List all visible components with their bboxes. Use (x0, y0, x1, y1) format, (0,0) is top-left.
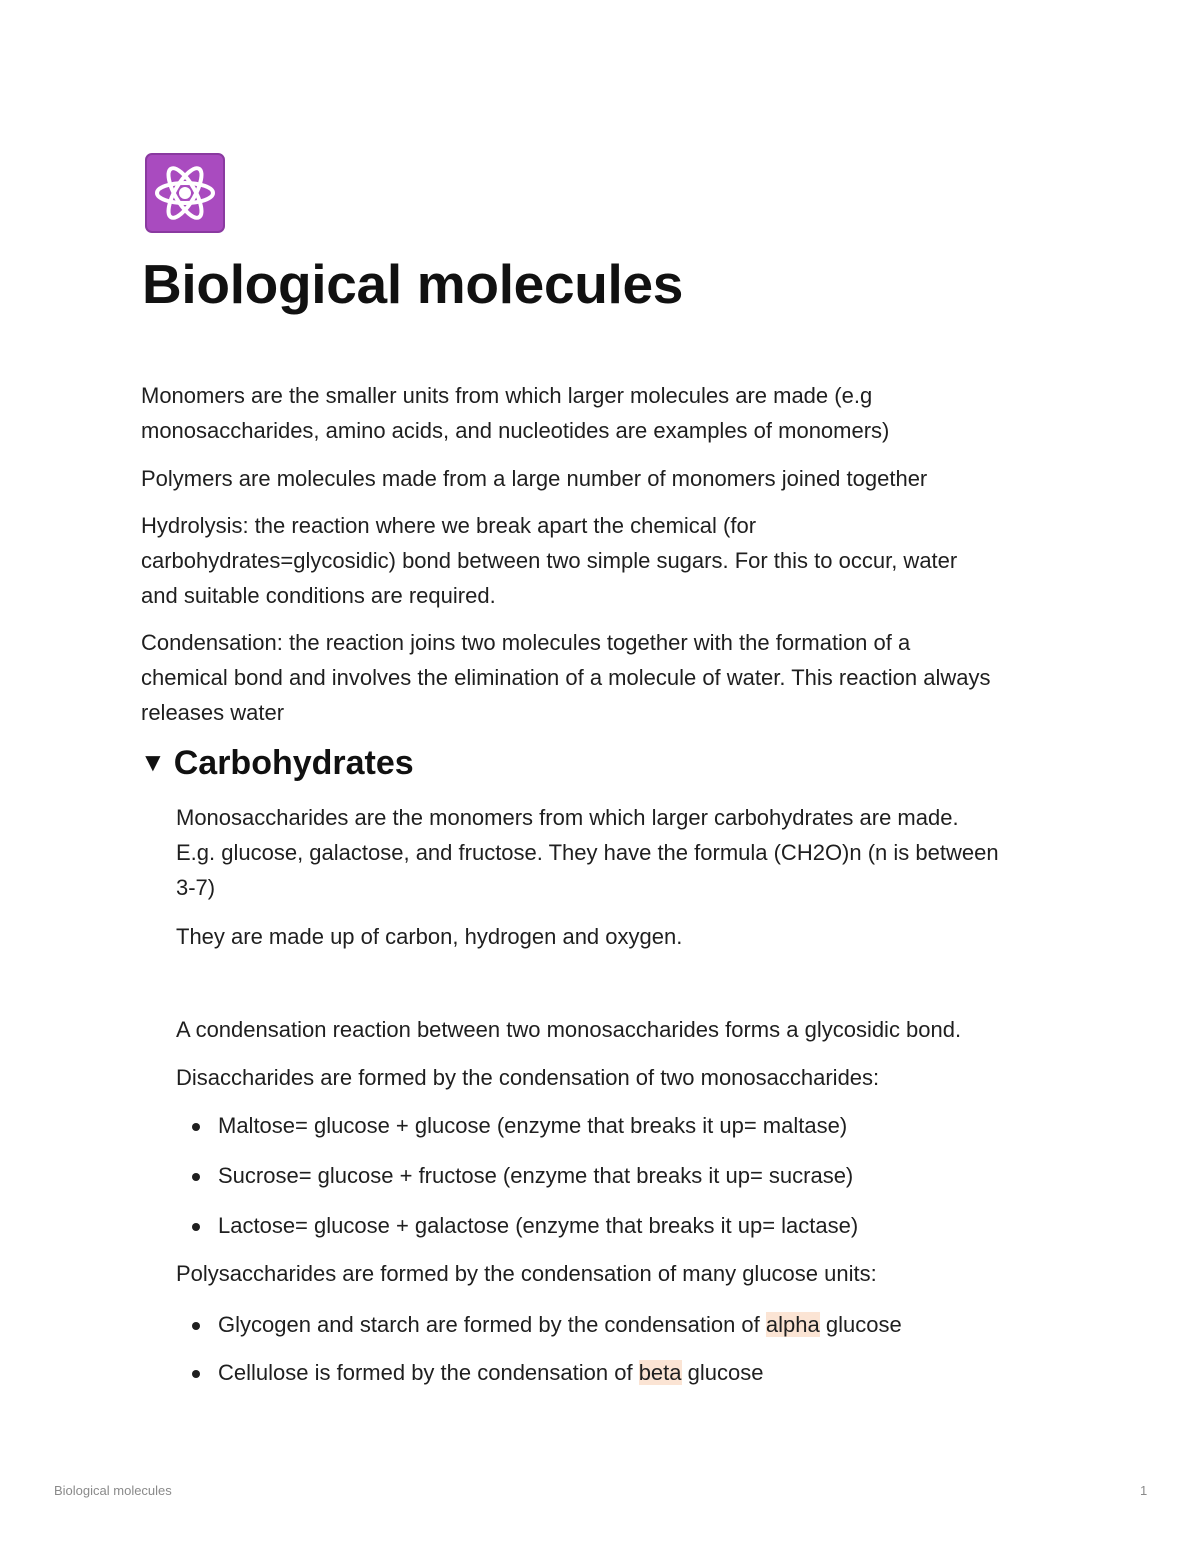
paragraph-hydrolysis-line-3: and suitable conditions are required. (141, 583, 496, 608)
paragraph-elements: They are made up of carbon, hydrogen and oxygen. (176, 924, 683, 949)
highlighted-text: alpha (765, 1312, 820, 1337)
paragraph-polysaccharides-intro: Polysaccharides are formed by the condensation of many glucose units: (176, 1261, 877, 1286)
paragraph-monosaccharides-line-2: E.g. glucose, galactose, and fructose. They have the formula (CH2O)n (n is between (176, 840, 999, 865)
list-item-text: Maltose= glucose + glucose (enzyme that breaks it up= maltase) (218, 1113, 848, 1138)
bullet-icon (192, 1123, 200, 1131)
paragraph-glycosidic-bond: A condensation reaction between two monosaccharides forms a glycosidic bond. (176, 1017, 962, 1042)
paragraph-monosaccharides-line-3: 3-7) (176, 875, 216, 900)
list-item-text: glucose (681, 1360, 764, 1385)
footer-page-number: 1 (1140, 1483, 1148, 1498)
toggle-heading-label: Carbohydrates (173, 744, 414, 782)
paragraph-condensation-line-2: chemical bond and involves the elimination of a molecule of water. This reaction always (141, 665, 991, 690)
list-item-text: Cellulose is formed by the condensation of (218, 1360, 639, 1385)
bullet-icon (192, 1223, 200, 1231)
page-title: Biological molecules (142, 253, 684, 315)
bullet-icon (192, 1173, 200, 1181)
list-item (176, 1108, 858, 1143)
paragraph-condensation-line-1: Condensation: the reaction joins two molecules together with the formation of a (141, 630, 911, 655)
paragraph-monomers-line-2: monosaccharides, amino acids, and nucleotides are examples of monomers) (141, 418, 890, 443)
paragraph-hydrolysis-line-1: Hydrolysis: the reaction where we break apart the chemical (for (141, 513, 757, 538)
paragraph-condensation-line-3: releases water (141, 700, 285, 725)
polysaccharides-list (176, 1307, 902, 1390)
toggle-arrow-icon[interactable]: ▼ (140, 747, 166, 777)
list-item-text: Glycogen and starch are formed by the condensation of (218, 1312, 766, 1337)
disaccharides-list (176, 1108, 858, 1243)
footer-document-title: Biological molecules (54, 1483, 172, 1498)
list-item (176, 1307, 902, 1342)
bullet-icon (192, 1322, 200, 1330)
highlighted-text: beta (638, 1360, 682, 1385)
paragraph-disaccharides-intro: Disaccharides are formed by the condensation of two monosaccharides: (176, 1065, 880, 1090)
paragraph-hydrolysis-line-2: carbohydrates=glycosidic) bond between two simple sugars. For this to occur, water (141, 548, 958, 573)
list-item-text: Lactose= glucose + galactose (enzyme that breaks it up= lactase) (218, 1213, 859, 1238)
bullet-icon (192, 1370, 200, 1378)
list-item (176, 1158, 858, 1193)
list-item-text: Sucrose= glucose + fructose (enzyme that breaks it up= sucrase) (218, 1163, 854, 1188)
paragraph-monomers-line-1: Monomers are the smaller units from which larger molecules are made (e.g (141, 383, 873, 408)
paragraph-monosaccharides-line-1: Monosaccharides are the monomers from which larger carbohydrates are made. (176, 805, 959, 830)
toggle-heading-carbohydrates[interactable] (140, 744, 414, 783)
paragraph-polymers: Polymers are molecules made from a large number of monomers joined together (141, 466, 928, 491)
list-item (176, 1355, 902, 1390)
list-item-text: glucose (819, 1312, 902, 1337)
atom-icon (145, 153, 225, 233)
list-item (176, 1208, 858, 1243)
